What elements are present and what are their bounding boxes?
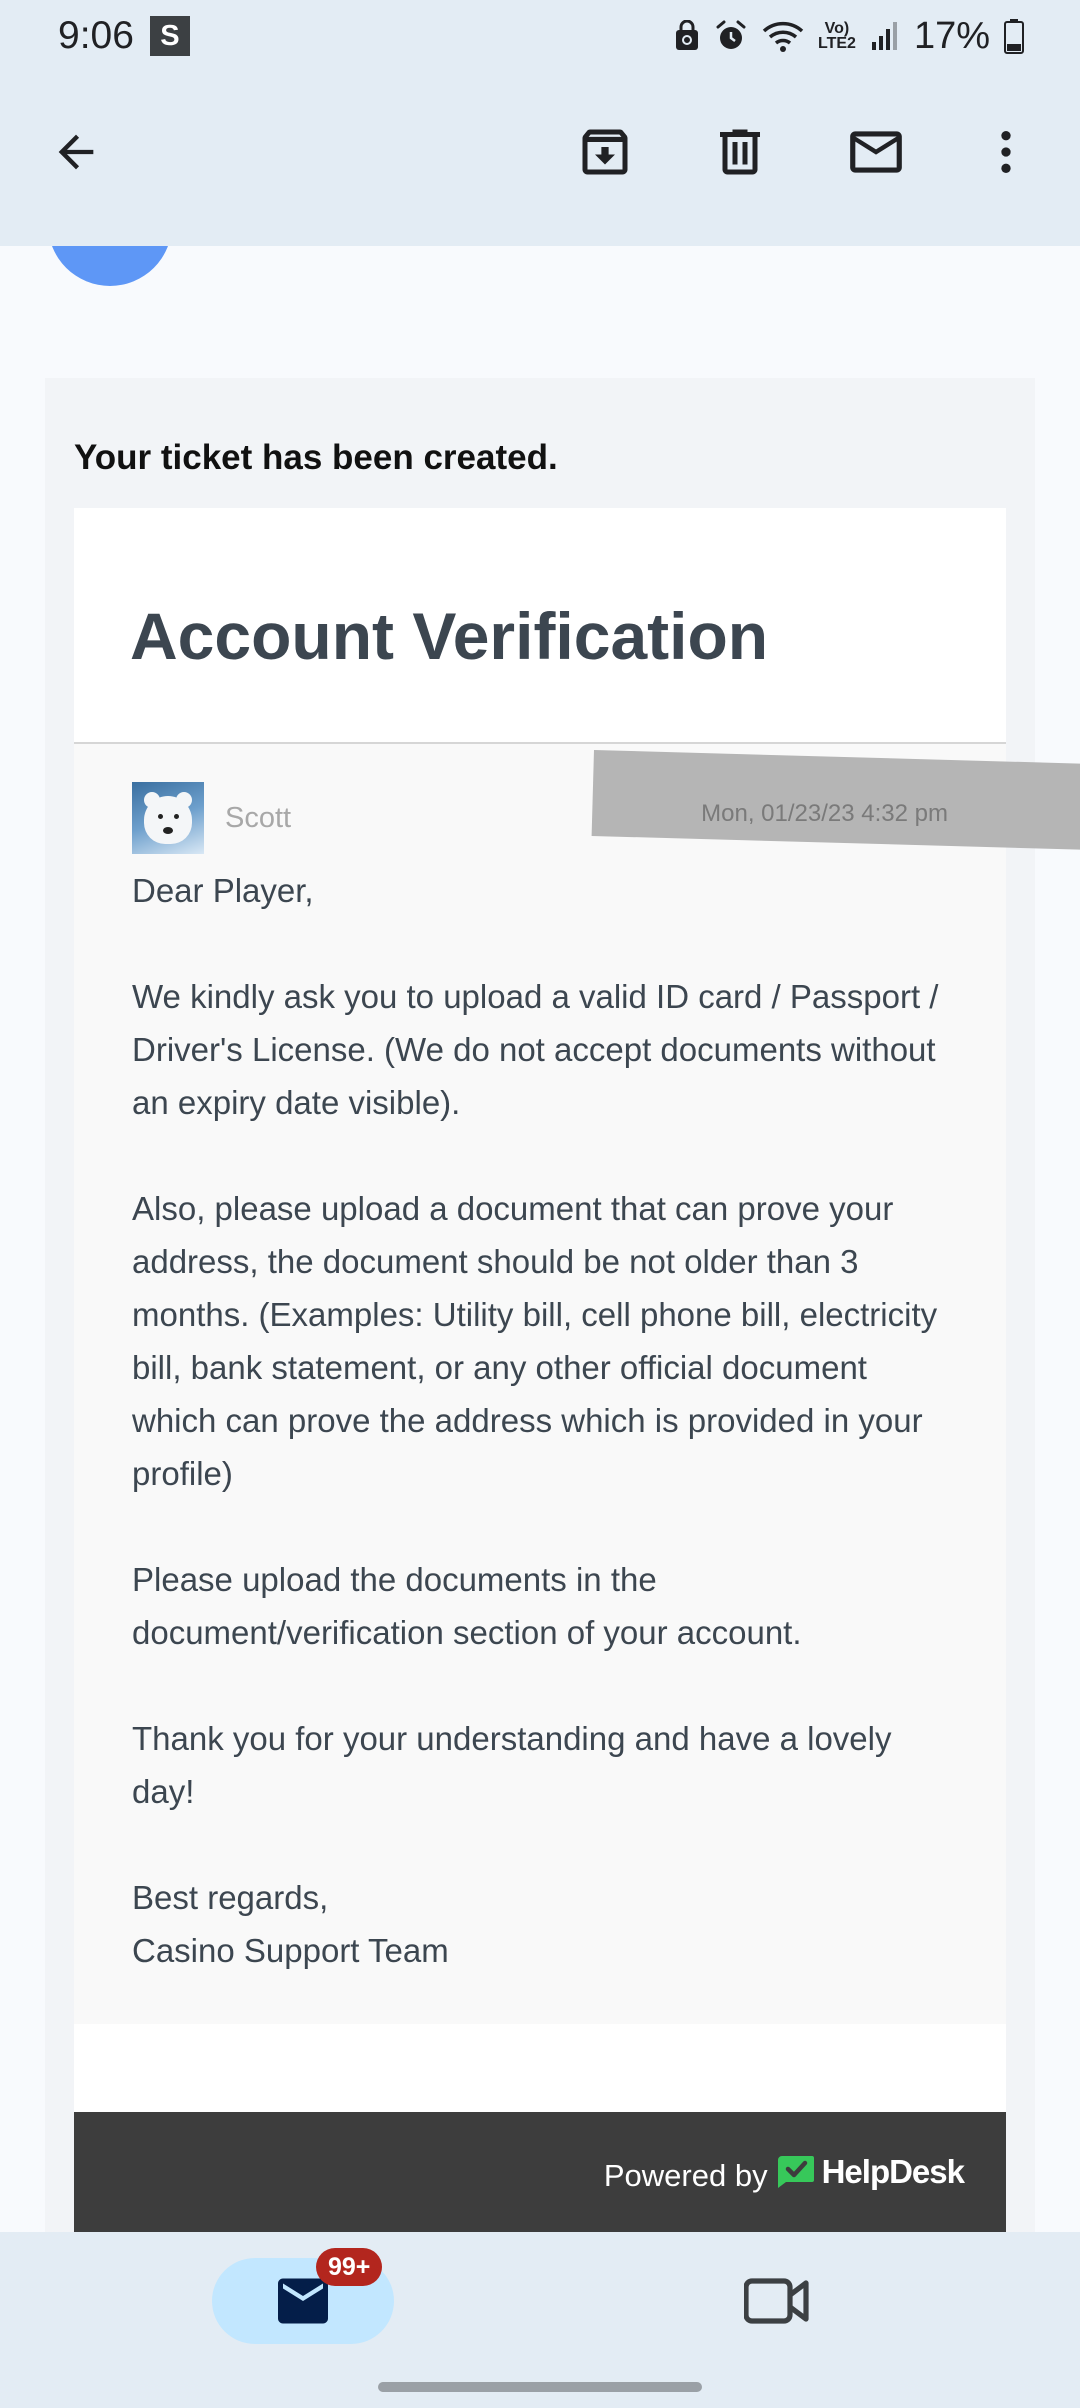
nav-meet-tab[interactable] [734,2266,820,2336]
email-body-wrapper [45,378,1035,2232]
status-bar [0,0,1080,72]
back-button[interactable] [36,112,116,192]
helpdesk-logo[interactable] [776,2153,964,2191]
greeting: Dear Player, [132,872,314,909]
archive-icon [575,122,635,182]
signal-icon [870,20,900,52]
status-time: 9:06 [58,14,134,57]
wifi-icon [762,19,804,53]
signature: Casino Support Team [132,1932,449,1969]
battery-percent: 17% [913,14,990,57]
helpdesk-check-icon [776,2154,816,2190]
message-date: Mon, 01/23/23 4:32 pm [701,800,948,827]
video-camera-icon [744,2273,810,2329]
network-type-label: Vo) LTE2 [818,20,856,52]
status-icons [674,15,1024,58]
paragraph-address-request: Also, please upload a document that can prove your address, the document should be not older than 3 months. (Examples: Utility bill, cell phone bill, electricity bill, bank statement, or any other official document which can prove the address which is provided in your profile) [132,1190,938,1492]
ticket-title: Account Verification [130,599,769,673]
agent-avatar [132,782,204,854]
battery-icon [1004,18,1024,54]
home-indicator[interactable] [378,2382,702,2392]
archive-button[interactable] [565,112,645,192]
bottom-navigation [0,2232,1080,2408]
delete-icon [710,122,770,182]
lock-recycle-icon [674,20,700,52]
ticket-card [74,508,1006,2232]
closing: Best regards, [132,1879,329,1916]
delete-button[interactable] [700,112,780,192]
mark-unread-icon [845,121,907,183]
email-content[interactable] [0,246,1080,2232]
more-vert-icon [978,124,1034,180]
sender-avatar[interactable] [48,246,172,286]
powered-by-label: Powered by [603,2158,768,2193]
app-bar [0,72,1080,246]
message-body [132,864,952,1977]
alarm-icon [714,19,748,53]
unread-count-badge: 99+ [316,2248,382,2286]
more-options-button[interactable] [966,112,1046,192]
helpdesk-footer[interactable] [74,2112,1006,2232]
card-header [74,508,1006,744]
ticket-message [74,744,1006,2024]
notification-s-icon: S [150,16,190,56]
paragraph-upload-location: Please upload the documents in the document/verification section of your account. [132,1561,802,1651]
ticket-banner: Your ticket has been created. [74,438,558,477]
back-arrow-icon [50,126,102,178]
paragraph-thanks: Thank you for your understanding and have a lovely day! [132,1720,892,1810]
helpdesk-brand: HelpDesk [821,2153,964,2190]
mark-unread-button[interactable] [836,112,916,192]
sign-off [132,1871,952,1977]
agent-name: Scott [225,802,292,834]
paragraph-id-request: We kindly ask you to upload a valid ID card / Passport / Driver's License. (We do not accept documents without an expiry date visible). [132,978,939,1121]
